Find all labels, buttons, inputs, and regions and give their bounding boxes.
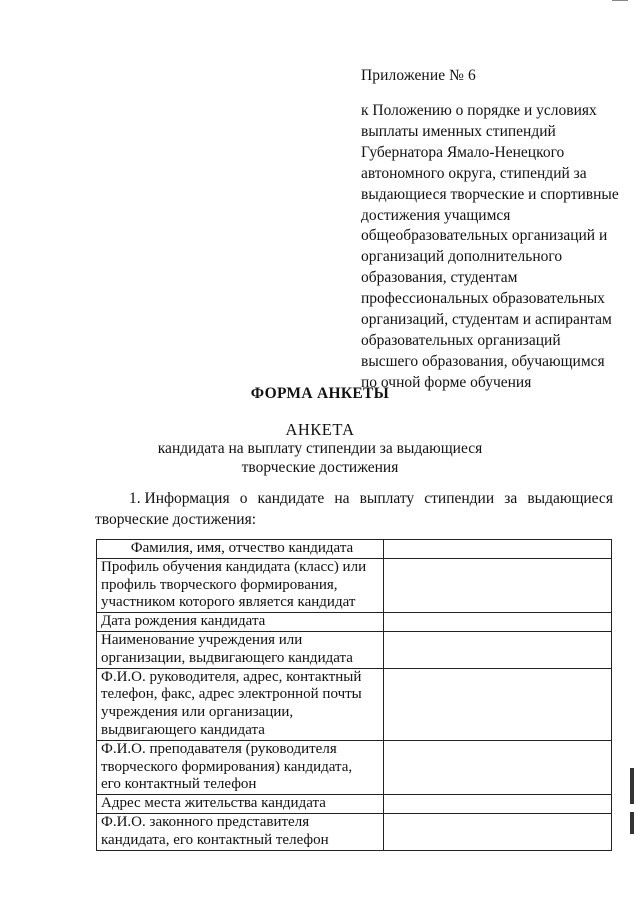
table-row (97, 740, 612, 794)
field-label-line: участником которого является кандидат (101, 594, 356, 611)
field-value-cell (384, 613, 612, 632)
appendix-line: организаций, студентам и аспирантам (361, 311, 612, 329)
section-heading-word: стипендии (424, 490, 495, 507)
field-value-cell (384, 540, 612, 559)
field-label-line: его контактный телефон (101, 776, 257, 793)
field-label (97, 558, 384, 612)
scan-edge-mark (630, 768, 634, 804)
field-label-line: профиль творческого формирования, (101, 576, 338, 593)
table-row (97, 668, 612, 740)
appendix-line: достижения учащимся (361, 206, 511, 224)
field-label-line: Ф.И.О. преподавателя (руководителя (101, 740, 337, 757)
field-label-line: организации, выдвигающего кандидата (101, 649, 353, 666)
anketa-subtitle-line: кандидата на выплату стипендии за выдающиеся (157, 440, 483, 457)
section-heading-word: кандидате (257, 490, 325, 507)
field-label-line: телефон, факс, адрес электронной почты (101, 686, 362, 703)
anketa-title: АНКЕТА (285, 420, 355, 439)
appendix-line: Губернатора Ямало-Ненецкого (361, 143, 565, 161)
appendix-line: профессиональных образовательных (361, 290, 605, 308)
field-label-line: Дата рождения кандидата (101, 613, 266, 630)
field-value-cell (384, 558, 612, 612)
field-label-line: кандидата, его контактный телефон (101, 831, 329, 848)
field-value-cell (384, 795, 612, 814)
table-row (97, 540, 612, 559)
candidate-info-table (96, 539, 612, 851)
appendix-line: выплаты именных стипендий (361, 122, 556, 140)
field-label (97, 795, 384, 814)
section-heading-word: о (239, 490, 248, 507)
scan-edge-mark-top (612, 0, 628, 5)
field-label (97, 540, 384, 559)
field-label-line: выдвигающего кандидата (101, 721, 265, 738)
section-heading-word: на (334, 490, 350, 507)
anketa-subtitle-line: творческие достижения (241, 459, 399, 476)
field-label-line: учреждения или организации, (101, 704, 294, 721)
appendix-line: к Положению о порядке и условиях (361, 102, 597, 119)
section-heading-word: выплату (359, 490, 415, 507)
table-row (97, 813, 612, 850)
field-label (97, 668, 384, 740)
table-row (97, 613, 612, 632)
field-label-line: Адрес места жительства кандидата (101, 795, 326, 812)
section-heading-word: за (504, 490, 518, 507)
field-value-cell (384, 813, 612, 850)
appendix-line: образования, студентам (361, 269, 518, 287)
field-value-cell (384, 740, 612, 794)
field-label-line: Наименование учреждения или (101, 631, 303, 648)
section-heading-word: выдающиеся (527, 490, 613, 507)
field-value-cell (384, 668, 612, 740)
field-label-line: Ф.И.О. руководителя, адрес, контактный (101, 668, 362, 685)
appendix-line: выдающиеся творческие и спортивные (361, 185, 619, 203)
appendix-description (361, 101, 636, 394)
section-heading-word: 1. Информация (129, 490, 230, 507)
section-heading-line: творческие достижения: (95, 511, 257, 528)
appendix-line: по очной форме обучения (361, 373, 532, 391)
scan-edge-mark (630, 812, 634, 834)
appendix-line: автономного округа, стипендий за (361, 164, 587, 182)
field-label-line: Профиль обучения кандидата (класс) или (101, 558, 367, 575)
section-heading (95, 488, 613, 530)
appendix-line: образовательных организаций (361, 331, 561, 349)
table-row (97, 795, 612, 814)
table-row (97, 558, 612, 612)
field-label (97, 813, 384, 850)
section-heading-line (95, 488, 613, 509)
field-label-line: Ф.И.О. законного представителя (101, 813, 310, 830)
table-row (97, 631, 612, 668)
form-title: ФОРМА АНКЕТЫ (250, 385, 390, 402)
anketa-subtitle (0, 439, 640, 477)
field-label (97, 740, 384, 794)
field-label (97, 613, 384, 632)
field-label-line: Фамилия, имя, отчество кандидата (130, 540, 354, 556)
appendix-title: Приложение № 6 (361, 67, 476, 84)
field-label-line: творческого формирования) кандидата, (101, 758, 353, 775)
appendix-line: общеобразовательных организаций и (361, 227, 608, 245)
appendix-line: организаций дополнительного (361, 248, 563, 266)
field-label (97, 631, 384, 668)
appendix-line: высшего образования, обучающимся (361, 352, 605, 370)
field-value-cell (384, 631, 612, 668)
